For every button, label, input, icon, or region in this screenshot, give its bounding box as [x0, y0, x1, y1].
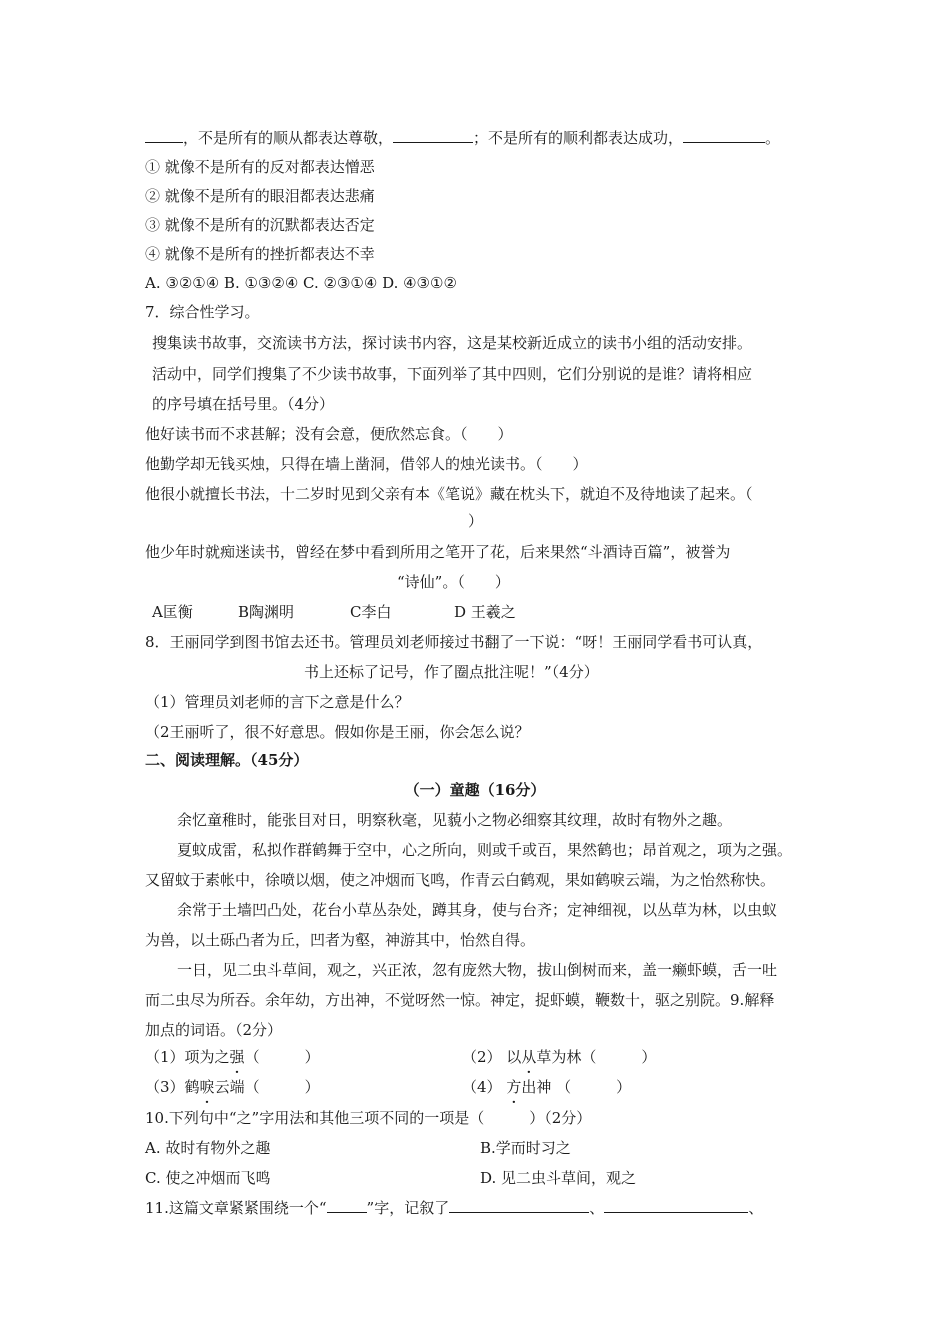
q7-story-1: 他好读书而不求甚解；没有会意，便欣然忘食。（ ）	[145, 425, 513, 443]
q7-name-a: A匡衡	[152, 603, 193, 621]
passage-p4-line2: 而二虫尽为所吞。余年幼，方出神，不觉呀然一惊。神定，捉虾蟆，鞭数十，驱之别院。9.解释	[145, 991, 775, 1009]
q11-sentence: 11.这篇文章紧紧围绕一个“ ”字，记叙了 、 、	[145, 1199, 764, 1217]
dotted-char: 唳	[199, 1078, 215, 1096]
q6-sentence: ，不是所有的顺从都表达尊敬， ；不是所有的顺利都表达成功， 。	[145, 128, 780, 148]
q7-name-c: C李白	[350, 603, 392, 621]
dotted-char: 强	[229, 1048, 245, 1066]
q9-item-3: （3）鹤唳云端（ ）	[145, 1078, 320, 1096]
q7-title: 7．综合性学习。	[145, 303, 260, 321]
q7-story-4: 他少年时就痴迷读书，曾经在梦中看到所用之笔开了花，后来果然“斗酒诗百篇”，被誉为	[145, 543, 731, 561]
passage-p2-line2: 又留蚊于素帐中，徐喷以烟，使之冲烟而飞鸣，作青云白鹤观，果如鹤唳云端，为之怡然称快。	[145, 871, 776, 889]
q11-blank-2[interactable]	[604, 1198, 748, 1213]
q8-line-1: 8．王丽同学到图书馆去还书。管理员刘老师接过书翻了一下说：“呀！王丽同学看书可认真，	[145, 633, 763, 651]
q9-item-1: （1）项为之强（ ）	[145, 1048, 320, 1066]
q7-story-4-end: “诗仙”。（ ）	[397, 573, 510, 591]
q6-blank-1[interactable]	[145, 128, 183, 143]
q10-option-a: A. 故时有物外之趣	[145, 1139, 271, 1157]
q9-title: 加点的词语。（2分）	[145, 1021, 283, 1039]
q10-option-c: C. 使之冲烟而飞鸣	[145, 1169, 271, 1187]
passage-p1: 余忆童稚时，能张目对日，明察秋毫，见藐小之物必细察其纹理，故时有物外之趣。	[177, 811, 733, 829]
q6-blank-2[interactable]	[393, 128, 473, 143]
passage-title: （一）童趣（16分）	[404, 781, 546, 799]
q6-option-1: ① 就像不是所有的反对都表达憎恶	[145, 158, 375, 176]
q6-option-2: ② 就像不是所有的眼泪都表达悲痛	[145, 187, 375, 205]
q7-story-3: 他很小就擅长书法，十二岁时见到父亲有本《笔说》藏在枕头下，就迫不及待地读了起来。（	[145, 485, 753, 503]
q7-name-b: B陶渊明	[238, 603, 295, 621]
q9-item-4: （4） 方出神 （ ）	[462, 1078, 632, 1096]
q7-instruction-2: 的序号填在括号里。（4分）	[152, 395, 335, 413]
q6-choices: A. ③②①④ B. ①③②④ C. ②③①④ D. ④③①②	[145, 274, 457, 292]
q8-part-1: （1）管理员刘老师的言下之意是什么？	[145, 693, 410, 711]
q7-story-2: 他勤学却无钱买烛，只得在墙上凿洞，借邻人的烛光读书。（ ）	[145, 455, 588, 473]
q10-option-b: B.学而时习之	[480, 1139, 571, 1157]
section-heading: 二、阅读理解。（45分）	[145, 751, 309, 769]
dotted-char: 方	[506, 1078, 522, 1096]
q6-option-3: ③ 就像不是所有的沉默都表达否定	[145, 216, 375, 234]
q10-option-d: D. 见二虫斗草间，观之	[480, 1169, 637, 1187]
passage-p3-line2: 为兽，以土砾凸者为丘，凹者为壑，神游其中，怡然自得。	[145, 931, 536, 949]
q6-option-4: ④ 就像不是所有的挫折都表达不幸	[145, 245, 375, 263]
q10-question: 10.下列句中“之”字用法和其他三项不同的一项是（ ）（2分）	[145, 1109, 592, 1127]
q6-blank-3[interactable]	[683, 128, 765, 143]
q8-line-2: 书上还标了记号，作了圈点批注呢！”（4分）	[304, 663, 599, 681]
q11-blank-1[interactable]	[449, 1198, 589, 1213]
q7-story-3-bracket: ）	[468, 512, 484, 530]
passage-p4-line1: 一日，见二虫斗草间，观之，兴正浓，忽有庞然大物，拔山倒树而来，盖一癞虾蟆，舌一吐	[177, 961, 778, 979]
q7-intro: 搜集读书故事，交流读书方法，探讨读书内容，这是某校新近成立的读书小组的活动安排。	[152, 334, 753, 352]
q7-instruction-1: 活动中，同学们搜集了不少读书故事，下面列举了其中四则，它们分别说的是谁？请将相应	[152, 365, 753, 383]
q7-name-d: D 王羲之	[454, 603, 516, 621]
q8-part-2: （2王丽听了，很不好意思。假如你是王丽，你会怎么说？	[145, 723, 530, 741]
q11-blank-char[interactable]	[327, 1198, 367, 1213]
passage-p2-line1: 夏蚊成雷，私拟作群鹤舞于空中，心之所向，则或千或百，果然鹤也；昂首观之，项为之强。	[177, 841, 793, 859]
dotted-char: 从	[521, 1048, 537, 1066]
passage-p3-line1: 余常于土墙凹凸处，花台小草丛杂处，蹲其身，使与台齐；定神细视，以丛草为林，以虫蚁	[177, 901, 778, 919]
q9-item-2: （2） 以从草为林（ ）	[462, 1048, 657, 1066]
